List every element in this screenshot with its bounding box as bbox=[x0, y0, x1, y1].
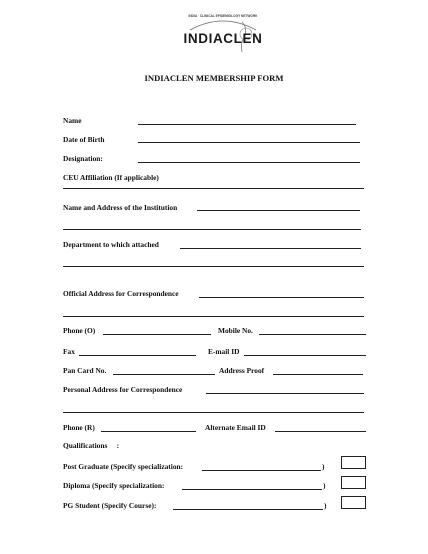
designation-label: Designation: bbox=[63, 154, 103, 163]
dob-field[interactable] bbox=[138, 142, 360, 143]
name-field[interactable] bbox=[138, 124, 356, 125]
diploma-close-paren: ) bbox=[323, 481, 326, 490]
pan-field[interactable] bbox=[113, 374, 215, 375]
post-graduate-field[interactable] bbox=[202, 470, 321, 471]
email-field[interactable] bbox=[244, 355, 366, 356]
name-label: Name bbox=[63, 116, 82, 125]
email-label: E-mail ID bbox=[208, 347, 240, 356]
pg-student-checkbox[interactable] bbox=[341, 496, 366, 509]
logo-arc-text: INDIA · CLINICAL EPIDEMIOLOGY NETWORK bbox=[188, 14, 258, 18]
phone-o-field[interactable] bbox=[103, 334, 211, 335]
institution-field-line2[interactable] bbox=[63, 229, 361, 230]
logo-text: INDIACLEN bbox=[183, 31, 263, 46]
personal-address-label: Personal Address for Correspondence bbox=[63, 385, 183, 394]
fax-label: Fax bbox=[63, 347, 75, 356]
official-address-label: Official Address for Correspondence bbox=[63, 289, 179, 298]
fax-field[interactable] bbox=[79, 355, 196, 356]
official-address-field[interactable] bbox=[199, 297, 364, 298]
address-proof-label: Address Proof bbox=[219, 366, 265, 375]
qualifications-label: Qualifications : bbox=[63, 441, 120, 450]
post-graduate-label: Post Graduate (Specify specialization: bbox=[63, 462, 184, 471]
pg-student-field[interactable] bbox=[173, 509, 323, 510]
department-label: Department to which attached bbox=[63, 240, 159, 249]
pg-student-label: PG Student (Specify Course): bbox=[63, 501, 157, 510]
ceu-field[interactable] bbox=[63, 188, 364, 189]
institution-label: Name and Address of the Institution bbox=[63, 203, 178, 212]
phone-r-field[interactable] bbox=[101, 431, 196, 432]
department-field-line2[interactable] bbox=[63, 266, 364, 267]
ceu-label: CEU Affiliation (If applicable) bbox=[63, 173, 159, 182]
alt-email-field[interactable] bbox=[275, 431, 366, 432]
department-field[interactable] bbox=[180, 248, 361, 249]
personal-address-field-line2[interactable] bbox=[63, 412, 364, 413]
personal-address-field[interactable] bbox=[206, 393, 364, 394]
pan-label: Pan Card No. bbox=[63, 366, 107, 375]
alt-email-label: Alternate Email ID bbox=[205, 423, 266, 432]
phone-o-label: Phone (O) bbox=[63, 326, 96, 335]
phone-r-label: Phone (R) bbox=[63, 423, 95, 432]
indiaclen-logo bbox=[182, 14, 264, 56]
post-graduate-checkbox[interactable] bbox=[341, 456, 366, 469]
mobile-field[interactable] bbox=[259, 334, 366, 335]
address-proof-field[interactable] bbox=[273, 374, 363, 375]
diploma-label: Diploma (Specify specialization: bbox=[63, 481, 165, 490]
diploma-field[interactable] bbox=[182, 489, 322, 490]
diploma-checkbox[interactable] bbox=[341, 476, 366, 489]
dob-label: Date of Birth bbox=[63, 135, 105, 144]
pg-student-close-paren: ) bbox=[324, 501, 327, 510]
mobile-label: Mobile No. bbox=[218, 326, 253, 335]
post-graduate-close-paren: ) bbox=[322, 462, 325, 471]
form-title: INDIACLEN MEMBERSHIP FORM bbox=[144, 73, 284, 83]
designation-field[interactable] bbox=[138, 162, 360, 163]
institution-field[interactable] bbox=[197, 210, 360, 211]
official-address-field-line2[interactable] bbox=[63, 316, 364, 317]
